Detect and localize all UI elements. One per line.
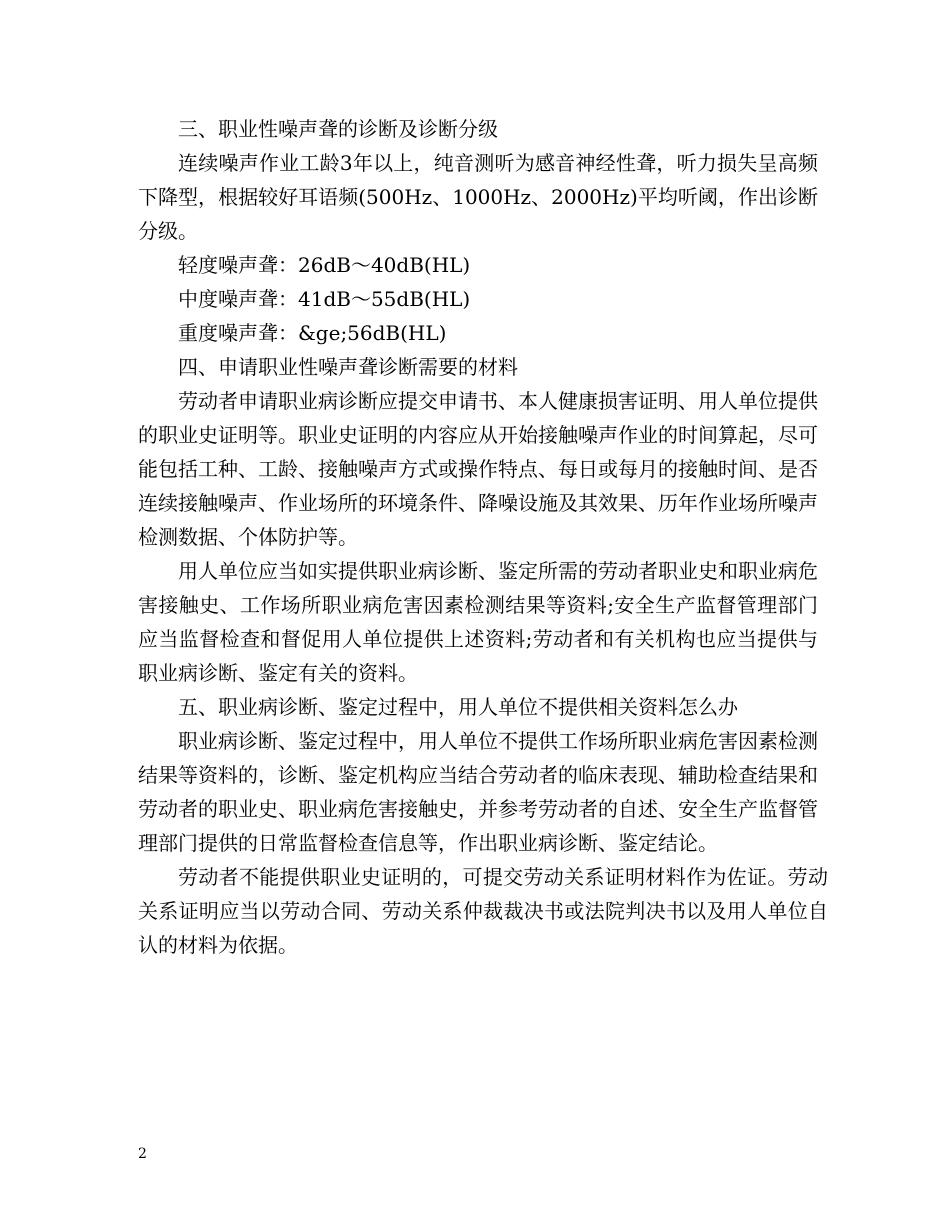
document-body	[138, 112, 828, 962]
grade-mild: 轻度噪声聋：26dB～40dB(HL)	[178, 253, 471, 277]
section-heading-five: 五、职业病诊断、鉴定过程中，用人单位不提供相关资料怎么办	[178, 695, 738, 719]
paragraph-application-materials: 劳动者申请职业病诊断应提交申请书、本人健康损害证明、用人单位提供的职业史证明等。职业史证明的内容应从开始接触噪声作业的时间算起，尽可能包括工种、工龄、接触噪声方式或操作特点、每日或每月的接触时间、是否连续接触噪声、作业场所的环境条件、降噪设施及其效果、历年作业场所噪声检测数据、个体防护等。	[138, 389, 818, 549]
grade-severe: 重度噪声聋：&ge;56dB(HL)	[178, 321, 447, 345]
paragraph-employer-duty: 用人单位应当如实提供职业病诊断、鉴定所需的劳动者职业史和职业病危害接触史、工作场所职业病危害因素检测结果等资料;安全生产监督管理部门应当监督检查和督促用人单位提供上述资料;劳动者和有关机构也应当提供与职业病诊断、鉴定有关的资料。	[138, 559, 818, 685]
section-heading-four: 四、申请职业性噪声聋诊断需要的材料	[178, 355, 518, 379]
paragraph-no-materials: 职业病诊断、鉴定过程中，用人单位不提供工作场所职业病危害因素检测结果等资料的，诊断、鉴定机构应当结合劳动者的临床表现、辅助检查结果和劳动者的职业史、职业病危害接触史，并参考劳动者的自述、安全生产监督管理部门提供的日常监督检查信息等，作出职业病诊断、鉴定结论。	[138, 729, 818, 855]
section-heading-three: 三、职业性噪声聋的诊断及诊断分级	[178, 117, 498, 141]
grade-moderate: 中度噪声聋：41dB～55dB(HL)	[178, 287, 471, 311]
paragraph-labor-relation-proof: 劳动者不能提供职业史证明的，可提交劳动关系证明材料作为佐证。劳动关系证明应当以劳动合同、劳动关系仲裁裁决书或法院判决书以及用人单位自认的材料为依据。	[138, 865, 828, 957]
page-number: 2	[138, 1146, 147, 1162]
paragraph-diagnosis-criteria: 连续噪声作业工龄3年以上，纯音测听为感音神经性聋，听力损失呈高频下降型，根据较好耳语频(500Hz、1000Hz、2000Hz)平均听阈，作出诊断分级。	[138, 151, 818, 243]
